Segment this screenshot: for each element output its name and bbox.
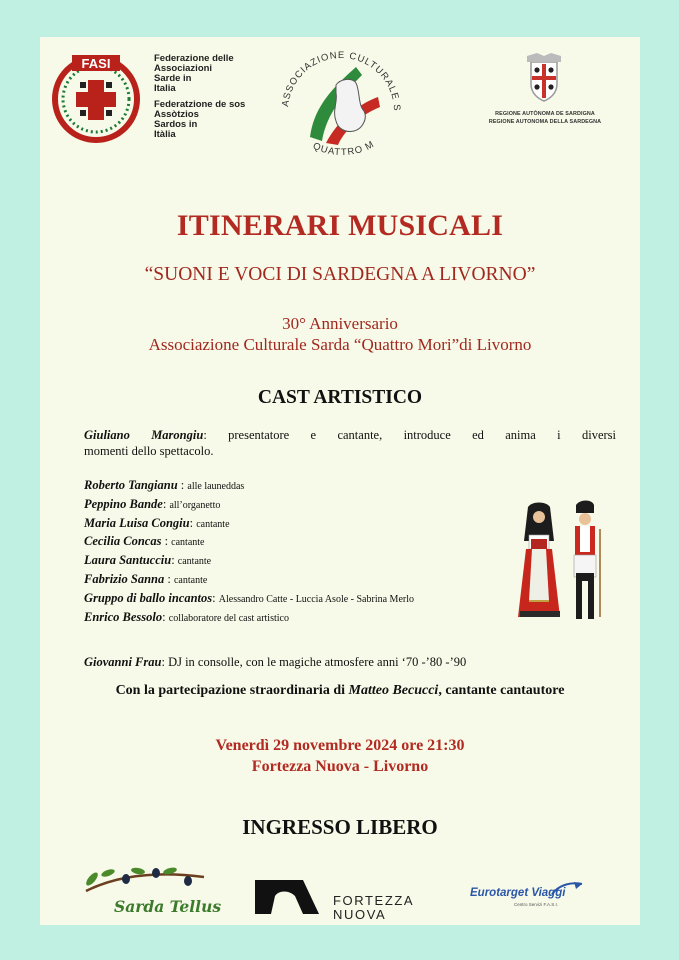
regione-shield-icon — [519, 52, 569, 104]
fasi-line: Sarde in — [154, 73, 192, 84]
presenter-name: Giuliano Marongiu — [84, 428, 204, 442]
olive-branch-icon — [78, 865, 208, 895]
dj-description: : DJ in consolle, con le magiche atmosfere anni ‘70 -’80 -’90 — [161, 655, 467, 669]
quattro-mori-emblem-icon — [266, 45, 416, 165]
list-item — [84, 571, 524, 590]
cast-separator: : — [171, 553, 178, 568]
cast-role: Alessandro Catte - Luccia Asole - Sabrina Merlo — [218, 593, 414, 605]
regione-line-1: REGIONE AUTÒNOMA DE SARDIGNA — [495, 111, 595, 117]
cast-separator: : — [162, 496, 170, 511]
fortezza-text-2: NUOVA — [333, 907, 387, 922]
event-location: Fortezza Nuova - Livorno — [251, 758, 429, 775]
cast-name: Laura Santucciu — [84, 553, 172, 568]
cast-role: all’organetto — [169, 499, 221, 511]
cast-name: Fabrizio Sanna — [84, 571, 165, 586]
qm-arc-top: ASSOCIAZIONE CULTURALE S — [280, 49, 403, 112]
list-item — [84, 496, 524, 515]
free-entry: INGRESSO LIBERO — [242, 815, 438, 839]
cast-heading: CAST ARTISTICO — [257, 387, 423, 408]
fasi-logo — [50, 52, 150, 144]
sarda-tellus-logo — [78, 865, 238, 921]
fasi-name-italian — [154, 54, 259, 94]
sarda-tellus-text: Sarda Tellus — [114, 897, 222, 916]
fasi-line: Assòtzios — [154, 109, 199, 120]
cast-role: cantante — [196, 518, 230, 530]
dj-line — [84, 654, 624, 671]
cast-name: Gruppo di ballo incantos — [84, 590, 213, 605]
quattro-mori-logo — [266, 45, 416, 165]
anniversary-line: 30° Anniversario — [282, 314, 398, 333]
presenter-line-2: momenti dello spettacolo. — [84, 444, 214, 458]
cast-name: Peppino Bande — [84, 496, 163, 511]
cast-name: Maria Luisa Congiu — [84, 515, 190, 530]
cast-separator: : — [189, 515, 197, 530]
cast-name: Roberto Tangianu — [84, 478, 178, 492]
fasi-name-sardinian — [154, 100, 259, 140]
list-item — [84, 609, 524, 628]
cast-separator: : — [177, 478, 188, 492]
special-prefix: Con la partecipazione straordinaria di — [115, 683, 349, 698]
fasi-line: Associazioni — [154, 63, 213, 74]
cast-list — [84, 477, 524, 627]
fortezza-nuova-logo — [253, 874, 443, 922]
list-item — [84, 515, 524, 534]
fortezza-arch-icon — [253, 874, 325, 918]
cast-separator: : — [164, 571, 174, 586]
cast-name: Cecilia Concas — [84, 534, 162, 549]
list-item — [84, 590, 524, 609]
fortezza-text-1: FORTEZZA — [333, 893, 415, 908]
cast-role: alle launeddas — [187, 481, 245, 492]
eurotarget-logo — [470, 880, 600, 920]
eurotarget-text: Eurotarget Viaggi — [470, 887, 566, 899]
cast-separator: : — [212, 590, 219, 605]
fasi-line: Federatzione de sos — [154, 99, 246, 110]
regione-sardegna-logo — [470, 47, 620, 137]
special-guest-line — [40, 683, 640, 699]
cast-separator: : — [161, 534, 172, 549]
dj-name: Giovanni Frau — [84, 655, 162, 669]
regione-line-2: REGIONE AUTONOMA DELLA SARDEGNA — [488, 119, 602, 125]
list-item — [84, 552, 524, 571]
special-guest-name: Matteo Becucci — [348, 683, 439, 698]
list-item — [84, 533, 524, 552]
fasi-line: Sardos in — [154, 119, 198, 130]
fasi-line: Itàlia — [154, 129, 176, 140]
special-suffix: , cantante cantautore — [438, 683, 565, 698]
association-line: Associazione Culturale Sarda “Quattro Mori”di Livorno — [148, 335, 532, 354]
eurotarget-subtext: Centro Servizi F.A.S.I. — [514, 902, 559, 907]
cast-role: collaboratore del cast artistico — [168, 612, 289, 624]
cast-role: cantante — [173, 574, 208, 586]
event-title: ITINERARI MUSICALI — [176, 209, 504, 242]
presenter-description: : presentatore e cantante, introduce ed anima i diversi — [203, 428, 616, 442]
cast-separator: : — [162, 609, 169, 624]
fasi-acronym: FASI — [81, 56, 111, 71]
sardinian-costume-couple-illustration — [518, 499, 608, 629]
poster-sheet — [40, 37, 640, 925]
presenter-line-1 — [84, 427, 616, 444]
fasi-line: Italia — [154, 83, 176, 94]
event-date-time: Venerdì 29 novembre 2024 ore 21:30 — [215, 737, 465, 754]
fasi-line: Federazione delle — [154, 53, 234, 64]
event-subtitle: “SUONI E VOCI DI SARDEGNA A LIVORNO” — [144, 264, 536, 285]
qm-arc-bottom: QUATTRO M — [311, 138, 377, 159]
cast-name: Enrico Bessolo — [84, 609, 163, 624]
list-item — [84, 477, 524, 496]
cast-role: cantante — [177, 556, 212, 568]
cast-role: cantante — [171, 537, 205, 549]
